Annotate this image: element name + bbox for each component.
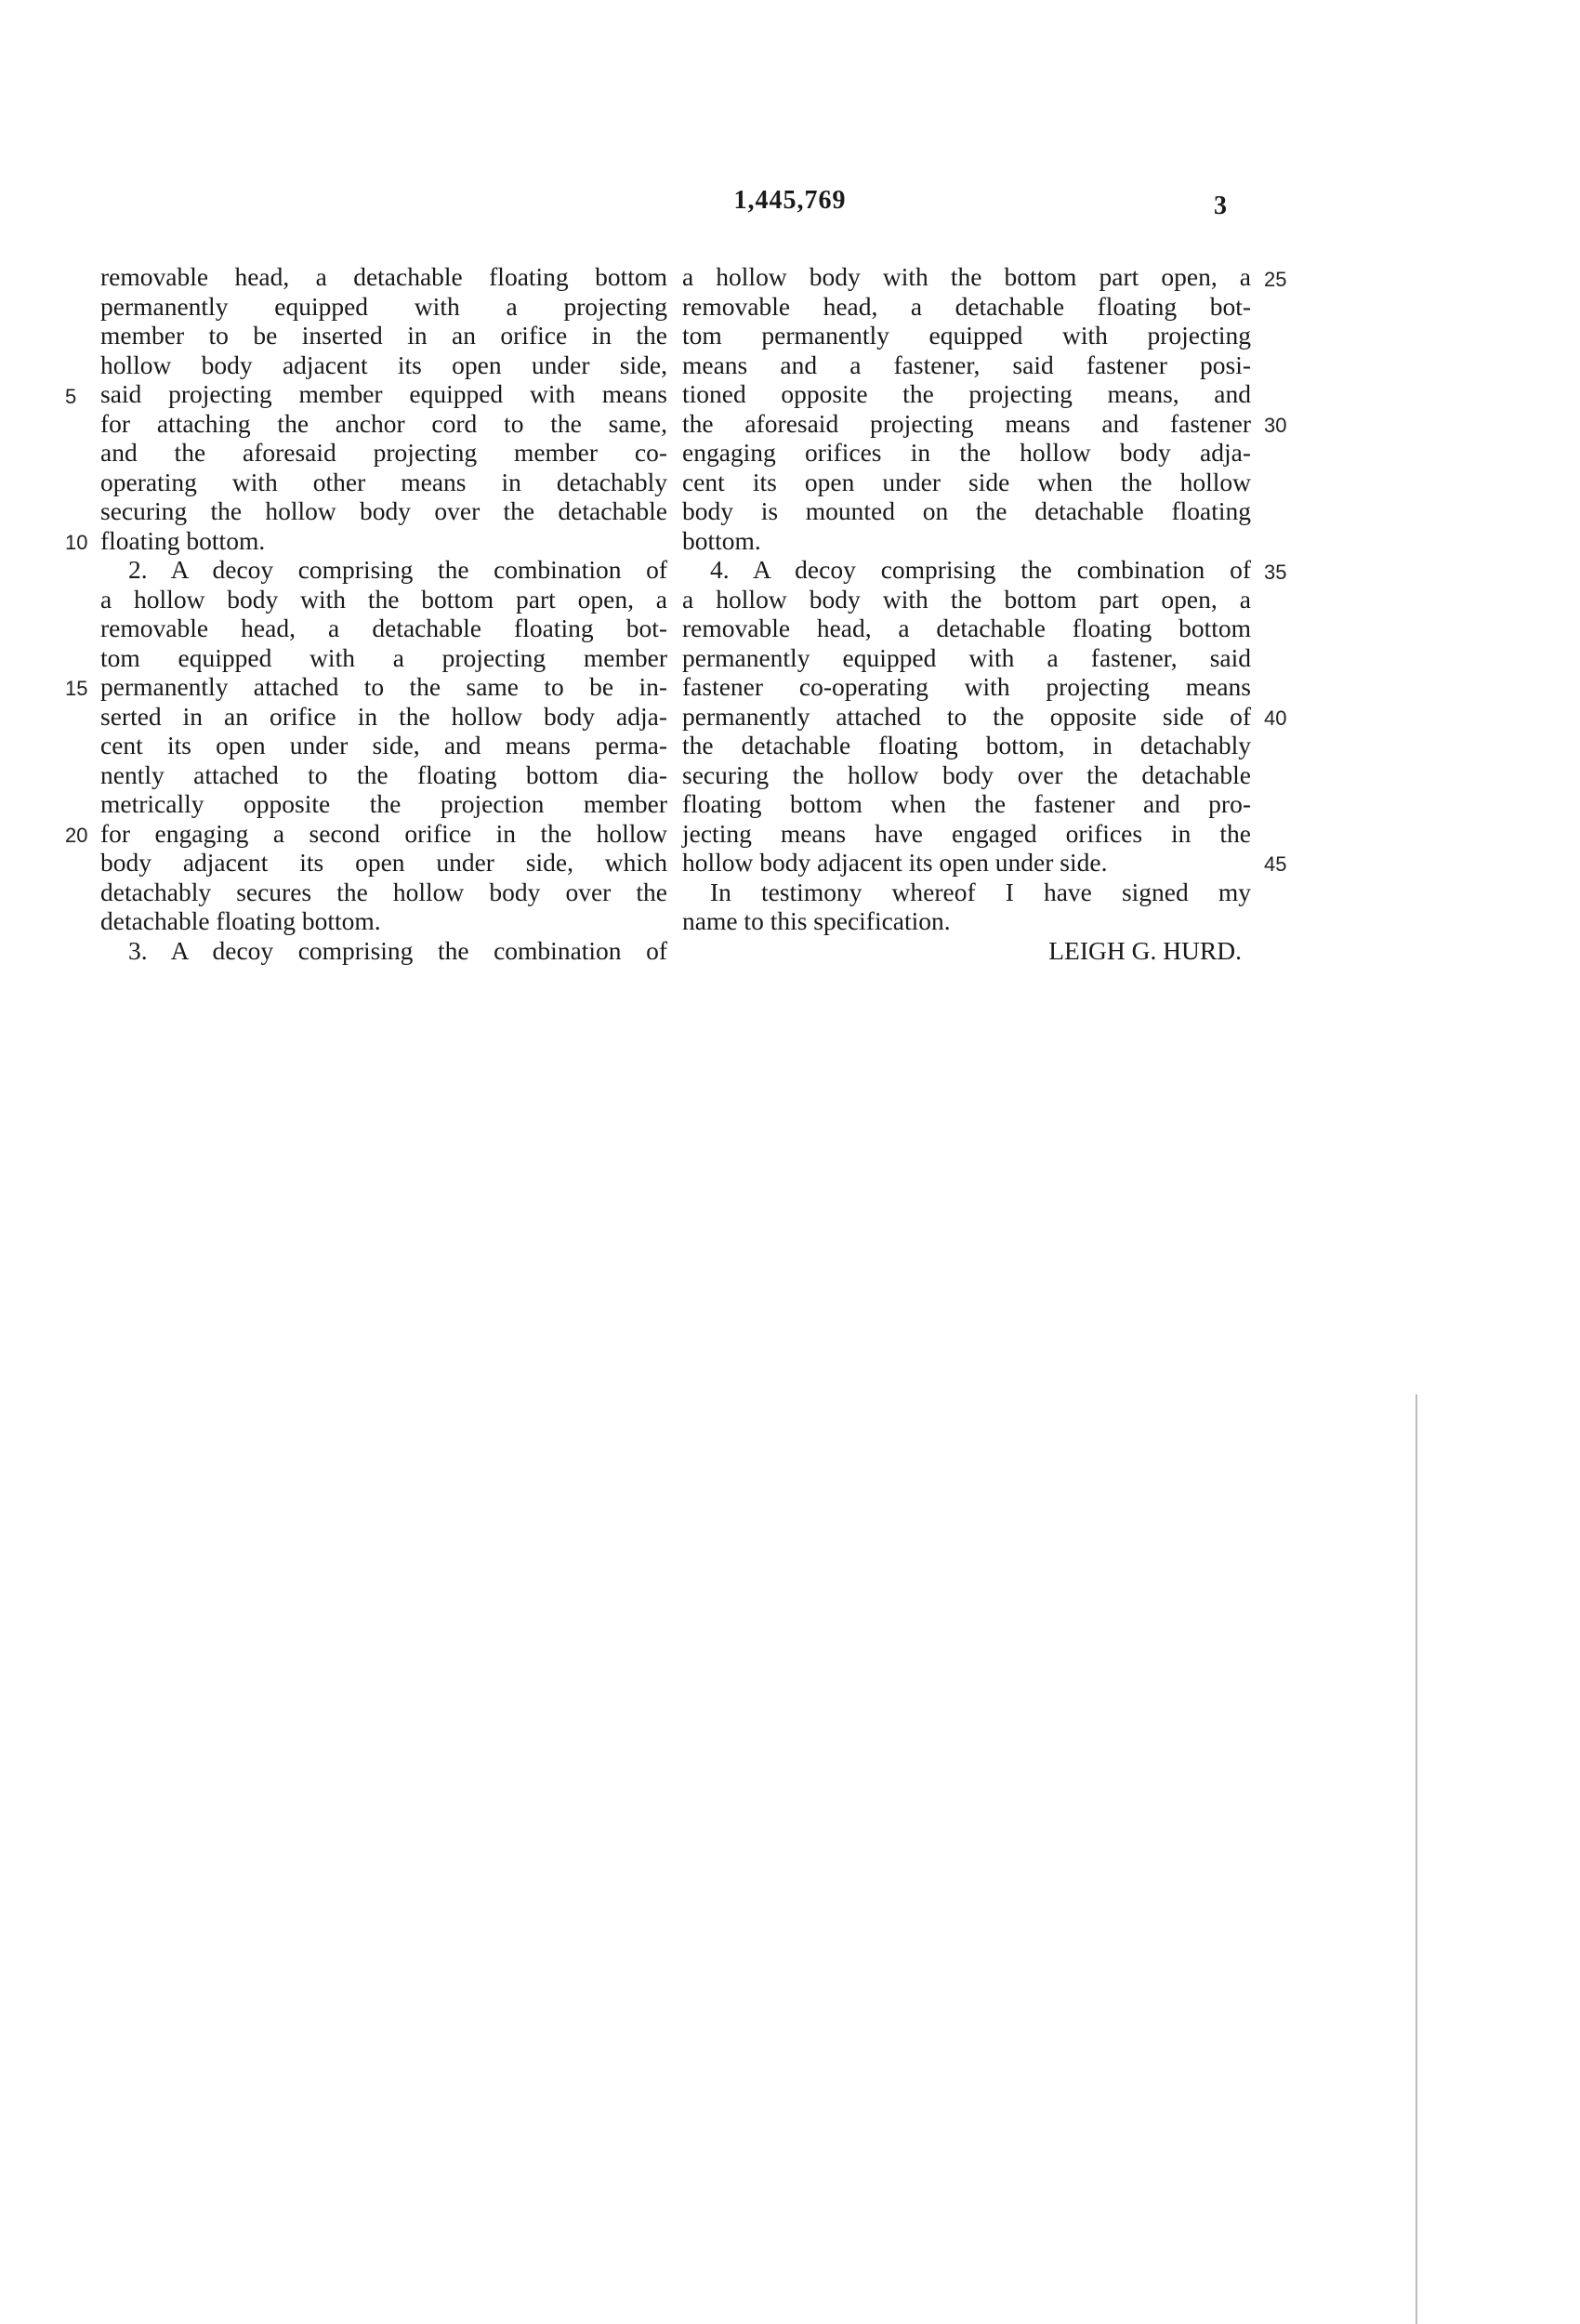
text-line: means and a fastener, said fastener posi- — [682, 350, 1251, 379]
line-number: 15 — [65, 677, 88, 700]
text-line: floating bottom. — [100, 525, 266, 555]
text-line: removable head, a detachable floating bot- — [100, 614, 667, 642]
text-line: a hollow body with the bottom part open, a — [682, 262, 1251, 291]
testimony-line: In testimony whereof I have signed my — [710, 877, 1251, 906]
text-line: hollow body adjacent its open under side, — [100, 350, 667, 379]
claim-start: 3. A decoy comprising the combination of — [128, 935, 667, 965]
line-number: 35 — [1264, 561, 1287, 584]
text-line: the detachable floating bottom, in detachably — [682, 731, 1251, 759]
text-line: removable head, a detachable floating bottom — [682, 614, 1251, 642]
text-line: body adjacent its open under side, which — [100, 848, 667, 877]
text-line: detachable floating bottom. — [100, 906, 381, 935]
line-number: 40 — [1264, 706, 1287, 730]
text-line: metrically opposite the projection member — [100, 789, 667, 818]
text-line: securing the hollow body over the detachable — [682, 759, 1251, 789]
text-line: body is mounted on the detachable floating — [682, 496, 1251, 525]
text-line: floating bottom when the fastener and pro- — [682, 789, 1251, 818]
text-line: bottom. — [682, 525, 761, 555]
text-line: tioned opposite the projecting means, and — [682, 379, 1251, 408]
text-line: member to be inserted in an orifice in the — [100, 321, 667, 350]
claim-start: 4. A decoy comprising the combination of — [710, 555, 1251, 584]
signature: LEIGH G. HURD. — [1048, 935, 1242, 965]
text-line: the aforesaid projecting means and fastener — [682, 408, 1251, 438]
text-line: said projecting member equipped with means — [100, 379, 667, 408]
claim-start: 2. A decoy comprising the combination of — [128, 555, 667, 584]
text-line: serted in an orifice in the hollow body adja- — [100, 701, 667, 731]
text-line: nently attached to the floating bottom dia- — [100, 759, 667, 789]
scan-edge-rule — [1415, 1394, 1417, 2324]
text-line: permanently equipped with a projecting — [100, 291, 667, 321]
line-number: 25 — [1264, 268, 1287, 291]
text-line: and the aforesaid projecting member co- — [100, 438, 667, 467]
left-column — [100, 262, 667, 965]
text-line: removable head, a detachable floating bot- — [682, 291, 1251, 321]
text-line: engaging orifices in the hollow body adja- — [682, 438, 1251, 467]
line-number: 20 — [65, 824, 88, 847]
text-line: name to this specification. — [682, 906, 951, 935]
text-line: tom equipped with a projecting member — [100, 642, 667, 672]
text-line: for engaging a second orifice in the hollow — [100, 818, 667, 848]
text-line: fastener co-operating with projecting means — [682, 672, 1251, 701]
line-number: 10 — [65, 531, 88, 554]
text-line: permanently attached to the same to be in- — [100, 672, 667, 701]
text-line: hollow body adjacent its open under side. — [682, 848, 1108, 877]
text-line: cent its open under side, and means perma- — [100, 731, 667, 759]
line-number: 30 — [1264, 414, 1287, 437]
text-line: a hollow body with the bottom part open, a — [682, 584, 1251, 614]
text-line: cent its open under side when the hollow — [682, 467, 1251, 496]
text-line: jecting means have engaged orifices in the — [682, 818, 1251, 848]
text-line: tom permanently equipped with projecting — [682, 321, 1251, 350]
text-line: for attaching the anchor cord to the same, — [100, 408, 667, 438]
text-line: permanently equipped with a fastener, said — [682, 642, 1251, 672]
text-line: a hollow body with the bottom part open, a — [100, 584, 667, 614]
text-line: securing the hollow body over the detachable — [100, 496, 667, 525]
text-line: operating with other means in detachably — [100, 467, 667, 496]
line-number: 5 — [65, 385, 77, 408]
page-number: 3 — [1214, 191, 1227, 220]
line-number: 45 — [1264, 852, 1287, 876]
text-line: removable head, a detachable floating bottom — [100, 262, 667, 291]
patent-number: 1,445,769 — [733, 186, 847, 215]
right-column — [682, 262, 1251, 965]
text-line: permanently attached to the opposite side of — [682, 701, 1251, 731]
text-line: detachably secures the hollow body over the — [100, 877, 667, 906]
